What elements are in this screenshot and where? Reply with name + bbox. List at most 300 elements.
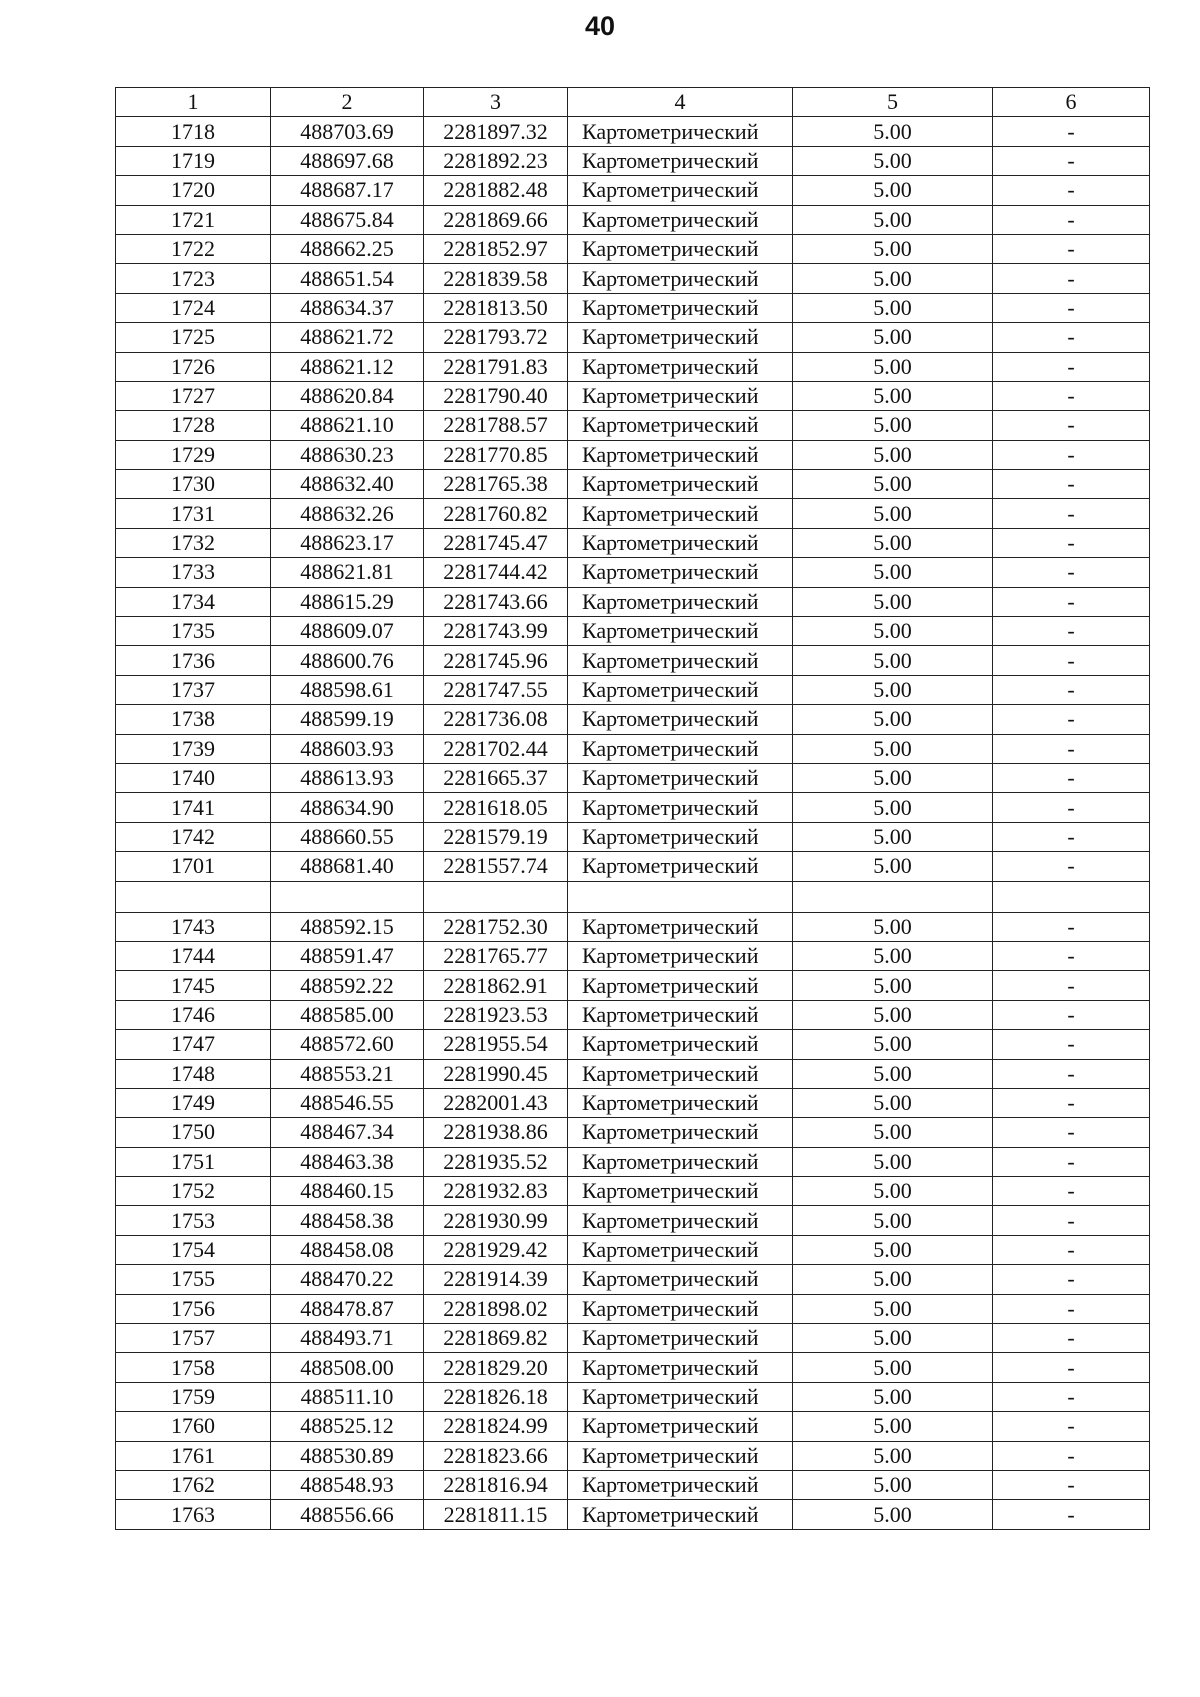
cell-method: Картометрический (568, 852, 793, 881)
cell-note: - (993, 675, 1150, 704)
table-row (116, 852, 1150, 881)
cell-x-coordinate: 488458.08 (271, 1235, 424, 1264)
cell-point-number: 1728 (116, 411, 271, 440)
cell-y-coordinate: 2281790.40 (424, 381, 568, 410)
cell-accuracy: 5.00 (793, 1030, 993, 1059)
cell-x-coordinate: 488598.61 (271, 675, 424, 704)
cell-method: Картометрический (568, 117, 793, 146)
cell-accuracy: 5.00 (793, 1412, 993, 1441)
cell-x-coordinate: 488662.25 (271, 234, 424, 263)
table-row (116, 1470, 1150, 1499)
table-row (116, 528, 1150, 557)
cell-method: Картометрический (568, 470, 793, 499)
cell-note: - (993, 1470, 1150, 1499)
table-row (116, 912, 1150, 941)
cell-note: - (993, 912, 1150, 941)
cell-method: Картометрический (568, 234, 793, 263)
cell-accuracy: 5.00 (793, 705, 993, 734)
cell-note: - (993, 1441, 1150, 1470)
cell-point-number: 1760 (116, 1412, 271, 1441)
cell-x-coordinate: 488630.23 (271, 440, 424, 469)
cell-y-coordinate: 2281618.05 (424, 793, 568, 822)
cell-accuracy: 5.00 (793, 646, 993, 675)
cell-point-number: 1720 (116, 176, 271, 205)
cell-y-coordinate: 2281914.39 (424, 1265, 568, 1294)
cell-x-coordinate: 488621.10 (271, 411, 424, 440)
table-row (116, 1324, 1150, 1353)
cell-method: Картометрический (568, 675, 793, 704)
cell-accuracy: 5.00 (793, 971, 993, 1000)
cell-y-coordinate: 2281747.55 (424, 675, 568, 704)
cell-note: - (993, 1265, 1150, 1294)
cell-point-number: 1752 (116, 1177, 271, 1206)
cell-accuracy: 5.00 (793, 1235, 993, 1264)
cell-x-coordinate: 488615.29 (271, 587, 424, 616)
cell-note: - (993, 1088, 1150, 1117)
cell-method: Картометрический (568, 205, 793, 234)
cell-accuracy: 5.00 (793, 440, 993, 469)
cell-accuracy: 5.00 (793, 1059, 993, 1088)
cell-x-coordinate: 488478.87 (271, 1294, 424, 1323)
cell-method: Картометрический (568, 705, 793, 734)
cell-point-number: 1754 (116, 1235, 271, 1264)
cell-accuracy: 5.00 (793, 1500, 993, 1529)
cell-point-number: 1730 (116, 470, 271, 499)
cell-method: Картометрический (568, 352, 793, 381)
cell-y-coordinate: 2281862.91 (424, 971, 568, 1000)
cell-method: Картометрический (568, 1382, 793, 1411)
cell-accuracy: 5.00 (793, 1294, 993, 1323)
cell-point-number: 1719 (116, 146, 271, 175)
cell-x-coordinate: 488675.84 (271, 205, 424, 234)
cell-y-coordinate: 2281745.47 (424, 528, 568, 557)
cell-accuracy: 5.00 (793, 1441, 993, 1470)
cell-point-number: 1751 (116, 1147, 271, 1176)
cell-note: - (993, 1500, 1150, 1529)
cell-x-coordinate: 488599.19 (271, 705, 424, 734)
table-row (116, 411, 1150, 440)
cell-y-coordinate: 2281765.38 (424, 470, 568, 499)
cell-y-coordinate: 2281839.58 (424, 264, 568, 293)
cell-y-coordinate: 2281869.66 (424, 205, 568, 234)
cell-point-number: 1723 (116, 264, 271, 293)
cell-y-coordinate: 2281823.66 (424, 1441, 568, 1470)
cell-y-coordinate: 2281745.96 (424, 646, 568, 675)
cell-accuracy: 5.00 (793, 117, 993, 146)
cell-y-coordinate: 2281557.74 (424, 852, 568, 881)
cell-point-number: 1758 (116, 1353, 271, 1382)
cell-accuracy: 5.00 (793, 293, 993, 322)
cell-method: Картометрический (568, 1500, 793, 1529)
cell-x-coordinate: 488463.38 (271, 1147, 424, 1176)
cell-method: Картометрический (568, 146, 793, 175)
cell-x-coordinate: 488556.66 (271, 1500, 424, 1529)
cell-note: - (993, 1177, 1150, 1206)
cell-y-coordinate: 2281744.42 (424, 558, 568, 587)
cell-y-coordinate: 2281897.32 (424, 117, 568, 146)
cell-x-coordinate: 488553.21 (271, 1059, 424, 1088)
cell-point-number: 1742 (116, 822, 271, 851)
table-row (116, 941, 1150, 970)
cell-note: - (993, 1353, 1150, 1382)
cell-point-number: 1755 (116, 1265, 271, 1294)
table-row (116, 646, 1150, 675)
cell-accuracy: 5.00 (793, 264, 993, 293)
cell-point-number: 1733 (116, 558, 271, 587)
table-row (116, 117, 1150, 146)
cell-method: Картометрический (568, 1324, 793, 1353)
cell-x-coordinate: 488592.22 (271, 971, 424, 1000)
cell-note: - (993, 352, 1150, 381)
cell-y-coordinate: 2281824.99 (424, 1412, 568, 1441)
cell-method: Картометрический (568, 763, 793, 792)
cell-note: - (993, 264, 1150, 293)
cell-point-number: 1741 (116, 793, 271, 822)
cell-point-number: 1736 (116, 646, 271, 675)
cell-method: Картометрический (568, 323, 793, 352)
cell-y-coordinate: 2281930.99 (424, 1206, 568, 1235)
cell-note: - (993, 941, 1150, 970)
cell-method: Картометрический (568, 1412, 793, 1441)
cell-x-coordinate: 488525.12 (271, 1412, 424, 1441)
table-row (116, 499, 1150, 528)
cell-note: - (993, 558, 1150, 587)
cell-y-coordinate: 2281579.19 (424, 822, 568, 851)
cell-y-coordinate: 2281743.66 (424, 587, 568, 616)
cell-point-number: 1745 (116, 971, 271, 1000)
cell-point-number: 1753 (116, 1206, 271, 1235)
cell-accuracy: 5.00 (793, 205, 993, 234)
table-row (116, 440, 1150, 469)
header-cell-2: 2 (271, 88, 424, 117)
cell-accuracy: 5.00 (793, 146, 993, 175)
table-row (116, 822, 1150, 851)
cell-y-coordinate: 2281869.82 (424, 1324, 568, 1353)
cell-x-coordinate: 488687.17 (271, 176, 424, 205)
cell-accuracy: 5.00 (793, 763, 993, 792)
cell-accuracy: 5.00 (793, 499, 993, 528)
cell-y-coordinate: 2281938.86 (424, 1118, 568, 1147)
cell-x-coordinate: 488703.69 (271, 117, 424, 146)
cell-note: - (993, 1382, 1150, 1411)
table-row (116, 1353, 1150, 1382)
table-row (116, 146, 1150, 175)
cell-accuracy: 5.00 (793, 1147, 993, 1176)
cell-y-coordinate: 2281770.85 (424, 440, 568, 469)
cell-method: Картометрический (568, 1177, 793, 1206)
cell-x-coordinate: 488546.55 (271, 1088, 424, 1117)
cell-point-number: 1743 (116, 912, 271, 941)
cell-accuracy: 5.00 (793, 1206, 993, 1235)
cell-point-number: 1734 (116, 587, 271, 616)
cell-accuracy: 5.00 (793, 1177, 993, 1206)
cell-note: - (993, 440, 1150, 469)
cell-method: Картометрический (568, 440, 793, 469)
cell-method: Картометрический (568, 264, 793, 293)
cell-x-coordinate: 488621.12 (271, 352, 424, 381)
cell-note: - (993, 1235, 1150, 1264)
cell-method: Картометрический (568, 1470, 793, 1499)
cell-note: - (993, 617, 1150, 646)
cell-x-coordinate: 488548.93 (271, 1470, 424, 1499)
cell-note (993, 881, 1150, 912)
cell-x-coordinate: 488592.15 (271, 912, 424, 941)
cell-note: - (993, 146, 1150, 175)
cell-point-number: 1732 (116, 528, 271, 557)
cell-accuracy: 5.00 (793, 1088, 993, 1117)
cell-accuracy: 5.00 (793, 352, 993, 381)
table-body (116, 117, 1150, 1529)
cell-method: Картометрический (568, 1235, 793, 1264)
cell-accuracy: 5.00 (793, 793, 993, 822)
cell-y-coordinate: 2281898.02 (424, 1294, 568, 1323)
header-cell-3: 3 (424, 88, 568, 117)
cell-point-number: 1762 (116, 1470, 271, 1499)
cell-note: - (993, 528, 1150, 557)
cell-point-number: 1724 (116, 293, 271, 322)
cell-y-coordinate: 2281955.54 (424, 1030, 568, 1059)
cell-note: - (993, 1294, 1150, 1323)
cell-y-coordinate: 2281736.08 (424, 705, 568, 734)
cell-x-coordinate: 488621.81 (271, 558, 424, 587)
cell-note: - (993, 852, 1150, 881)
cell-y-coordinate: 2281829.20 (424, 1353, 568, 1382)
table-row (116, 587, 1150, 616)
cell-point-number: 1746 (116, 1000, 271, 1029)
cell-method: Картометрический (568, 1265, 793, 1294)
cell-y-coordinate: 2281760.82 (424, 499, 568, 528)
table-row (116, 352, 1150, 381)
cell-method: Картометрический (568, 734, 793, 763)
cell-point-number: 1747 (116, 1030, 271, 1059)
coordinates-table (115, 87, 1150, 1530)
cell-accuracy: 5.00 (793, 558, 993, 587)
cell-method: Картометрический (568, 1294, 793, 1323)
cell-point-number: 1729 (116, 440, 271, 469)
cell-note: - (993, 117, 1150, 146)
cell-point-number: 1757 (116, 1324, 271, 1353)
cell-accuracy: 5.00 (793, 587, 993, 616)
cell-x-coordinate: 488603.93 (271, 734, 424, 763)
table-row (116, 1000, 1150, 1029)
cell-note: - (993, 1324, 1150, 1353)
cell-note: - (993, 734, 1150, 763)
table-row (116, 1177, 1150, 1206)
cell-y-coordinate: 2281702.44 (424, 734, 568, 763)
cell-accuracy: 5.00 (793, 1118, 993, 1147)
cell-method: Картометрический (568, 499, 793, 528)
cell-x-coordinate: 488493.71 (271, 1324, 424, 1353)
table-row (116, 293, 1150, 322)
table-row (116, 176, 1150, 205)
cell-x-coordinate: 488634.90 (271, 793, 424, 822)
cell-method: Картометрический (568, 1147, 793, 1176)
cell-x-coordinate: 488585.00 (271, 1000, 424, 1029)
cell-accuracy (793, 881, 993, 912)
cell-y-coordinate: 2281935.52 (424, 1147, 568, 1176)
page-number: 40 (584, 11, 616, 41)
cell-note: - (993, 763, 1150, 792)
table-row (116, 558, 1150, 587)
cell-method: Картометрический (568, 941, 793, 970)
table-row (116, 1059, 1150, 1088)
cell-y-coordinate: 2281765.77 (424, 941, 568, 970)
cell-point-number (116, 881, 271, 912)
cell-y-coordinate: 2281923.53 (424, 1000, 568, 1029)
cell-accuracy: 5.00 (793, 675, 993, 704)
cell-method: Картометрический (568, 1118, 793, 1147)
cell-accuracy: 5.00 (793, 1470, 993, 1499)
cell-point-number: 1738 (116, 705, 271, 734)
cell-method: Картометрический (568, 1441, 793, 1470)
cell-note: - (993, 499, 1150, 528)
cell-point-number: 1744 (116, 941, 271, 970)
cell-point-number: 1759 (116, 1382, 271, 1411)
cell-method: Картометрический (568, 822, 793, 851)
cell-note: - (993, 822, 1150, 851)
cell-method (568, 881, 793, 912)
cell-x-coordinate: 488681.40 (271, 852, 424, 881)
cell-x-coordinate: 488460.15 (271, 1177, 424, 1206)
cell-method: Картометрический (568, 381, 793, 410)
cell-y-coordinate: 2281811.15 (424, 1500, 568, 1529)
cell-y-coordinate: 2281929.42 (424, 1235, 568, 1264)
cell-note: - (993, 323, 1150, 352)
table-row (116, 881, 1150, 912)
cell-note: - (993, 470, 1150, 499)
cell-note: - (993, 1030, 1150, 1059)
cell-point-number: 1718 (116, 117, 271, 146)
cell-point-number: 1748 (116, 1059, 271, 1088)
cell-method: Картометрический (568, 587, 793, 616)
cell-y-coordinate: 2281932.83 (424, 1177, 568, 1206)
cell-accuracy: 5.00 (793, 323, 993, 352)
cell-y-coordinate: 2281892.23 (424, 146, 568, 175)
cell-x-coordinate: 488600.76 (271, 646, 424, 675)
cell-note: - (993, 971, 1150, 1000)
cell-note: - (993, 705, 1150, 734)
cell-method: Картометрический (568, 528, 793, 557)
cell-note: - (993, 176, 1150, 205)
cell-note: - (993, 234, 1150, 263)
cell-method: Картометрический (568, 1059, 793, 1088)
cell-note: - (993, 1412, 1150, 1441)
cell-accuracy: 5.00 (793, 1265, 993, 1294)
table-row (116, 470, 1150, 499)
cell-y-coordinate: 2281791.83 (424, 352, 568, 381)
header-cell-4: 4 (568, 88, 793, 117)
cell-note: - (993, 1118, 1150, 1147)
cell-accuracy: 5.00 (793, 1324, 993, 1353)
cell-method: Картометрический (568, 176, 793, 205)
cell-x-coordinate: 488621.72 (271, 323, 424, 352)
cell-point-number: 1761 (116, 1441, 271, 1470)
cell-method: Картометрический (568, 971, 793, 1000)
cell-y-coordinate: 2281752.30 (424, 912, 568, 941)
table-row (116, 1118, 1150, 1147)
cell-x-coordinate (271, 881, 424, 912)
cell-accuracy: 5.00 (793, 617, 993, 646)
cell-note: - (993, 381, 1150, 410)
cell-accuracy: 5.00 (793, 470, 993, 499)
cell-accuracy: 5.00 (793, 1000, 993, 1029)
cell-x-coordinate: 488458.38 (271, 1206, 424, 1235)
cell-point-number: 1727 (116, 381, 271, 410)
cell-point-number: 1750 (116, 1118, 271, 1147)
cell-note: - (993, 205, 1150, 234)
table-row (116, 734, 1150, 763)
table-row (116, 323, 1150, 352)
cell-note: - (993, 587, 1150, 616)
cell-point-number: 1740 (116, 763, 271, 792)
cell-x-coordinate: 488609.07 (271, 617, 424, 646)
cell-method: Картометрический (568, 617, 793, 646)
cell-accuracy: 5.00 (793, 528, 993, 557)
table-row (116, 1030, 1150, 1059)
table-row (116, 1265, 1150, 1294)
cell-note: - (993, 293, 1150, 322)
cell-method: Картометрический (568, 912, 793, 941)
table-row (116, 1147, 1150, 1176)
cell-accuracy: 5.00 (793, 411, 993, 440)
cell-note: - (993, 1000, 1150, 1029)
cell-x-coordinate: 488634.37 (271, 293, 424, 322)
cell-y-coordinate: 2282001.43 (424, 1088, 568, 1117)
cell-accuracy: 5.00 (793, 381, 993, 410)
table-row (116, 1382, 1150, 1411)
cell-accuracy: 5.00 (793, 176, 993, 205)
header-cell-6: 6 (993, 88, 1150, 117)
cell-x-coordinate: 488467.34 (271, 1118, 424, 1147)
table-row (116, 1235, 1150, 1264)
cell-method: Картометрический (568, 1030, 793, 1059)
cell-y-coordinate: 2281793.72 (424, 323, 568, 352)
cell-x-coordinate: 488651.54 (271, 264, 424, 293)
cell-point-number: 1725 (116, 323, 271, 352)
cell-y-coordinate: 2281816.94 (424, 1470, 568, 1499)
table-row (116, 617, 1150, 646)
cell-x-coordinate: 488591.47 (271, 941, 424, 970)
cell-accuracy: 5.00 (793, 852, 993, 881)
cell-y-coordinate: 2281990.45 (424, 1059, 568, 1088)
cell-point-number: 1749 (116, 1088, 271, 1117)
cell-x-coordinate: 488697.68 (271, 146, 424, 175)
cell-x-coordinate: 488613.93 (271, 763, 424, 792)
cell-note: - (993, 411, 1150, 440)
cell-y-coordinate: 2281743.99 (424, 617, 568, 646)
cell-note: - (993, 793, 1150, 822)
table-row (116, 234, 1150, 263)
cell-method: Картометрический (568, 558, 793, 587)
table-header-row (116, 88, 1150, 117)
cell-point-number: 1735 (116, 617, 271, 646)
cell-point-number: 1726 (116, 352, 271, 381)
cell-x-coordinate: 488508.00 (271, 1353, 424, 1382)
cell-method: Картометрический (568, 1206, 793, 1235)
cell-x-coordinate: 488632.40 (271, 470, 424, 499)
cell-point-number: 1763 (116, 1500, 271, 1529)
cell-method: Картометрический (568, 1088, 793, 1117)
cell-x-coordinate: 488530.89 (271, 1441, 424, 1470)
table-row (116, 205, 1150, 234)
cell-x-coordinate: 488660.55 (271, 822, 424, 851)
cell-y-coordinate: 2281813.50 (424, 293, 568, 322)
cell-point-number: 1756 (116, 1294, 271, 1323)
cell-accuracy: 5.00 (793, 912, 993, 941)
cell-note: - (993, 1206, 1150, 1235)
cell-point-number: 1701 (116, 852, 271, 881)
table-row (116, 793, 1150, 822)
